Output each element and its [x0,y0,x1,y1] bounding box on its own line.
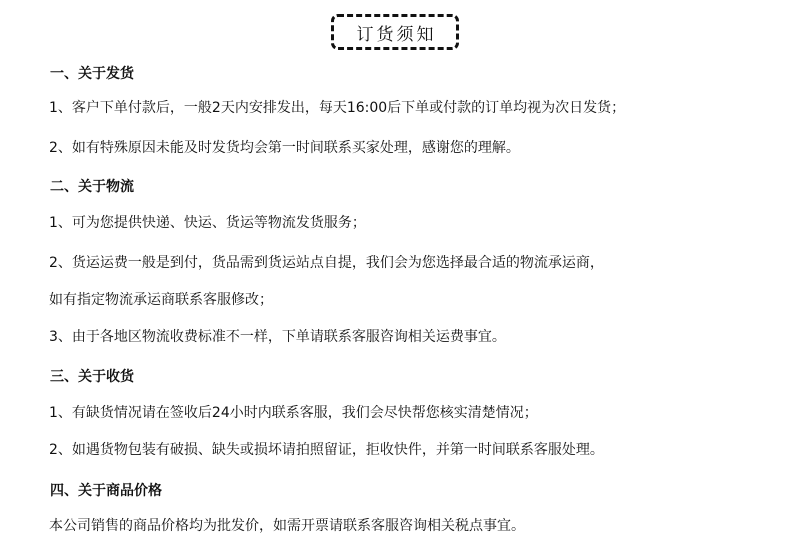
logistics-line-2-continued: 如有指定物流承运商联系客服修改； [49,292,273,308]
pricing-line-1: 本公司销售的商品价格均为批发价，如需开票请联系客服咨询相关税点事宜。 [49,518,525,534]
logistics-line-1: 1、可为您提供快递、快运、货运等物流发货服务； [49,215,366,231]
logistics-line-2: 2、货运运费一般是到付，货品需到货运站点自提，我们会为您选择最合适的物流承运商， [49,255,604,271]
logistics-line-3: 3、由于各地区物流收费标准不一样，下单请联系客服咨询相关运费事宜。 [49,329,506,345]
receiving-line-2: 2、如遇货物包装有破损、缺失或损坏请拍照留证，拒收快件，并第一时间联系客服处理。 [49,442,604,458]
shipping-line-2: 2、如有特殊原因未能及时发货均会第一时间联系买家处理，感谢您的理解。 [49,140,520,156]
shipping-line-1: 1、客户下单付款后，一般2天内安排发出，每天16:00后下单或付款的订单均视为次日发货； [49,100,626,116]
title-frame [331,14,459,50]
section-heading-receiving: 三、关于收货 [50,369,134,385]
section-heading-logistics: 二、关于物流 [50,179,134,195]
receiving-line-1: 1、有缺货情况请在签收后24小时内联系客服，我们会尽快帮您核实清楚情况； [49,405,538,421]
section-heading-shipping: 一、关于发货 [50,66,134,82]
page-title: 订货须知 [356,24,437,45]
section-heading-pricing: 四、关于商品价格 [50,483,162,499]
